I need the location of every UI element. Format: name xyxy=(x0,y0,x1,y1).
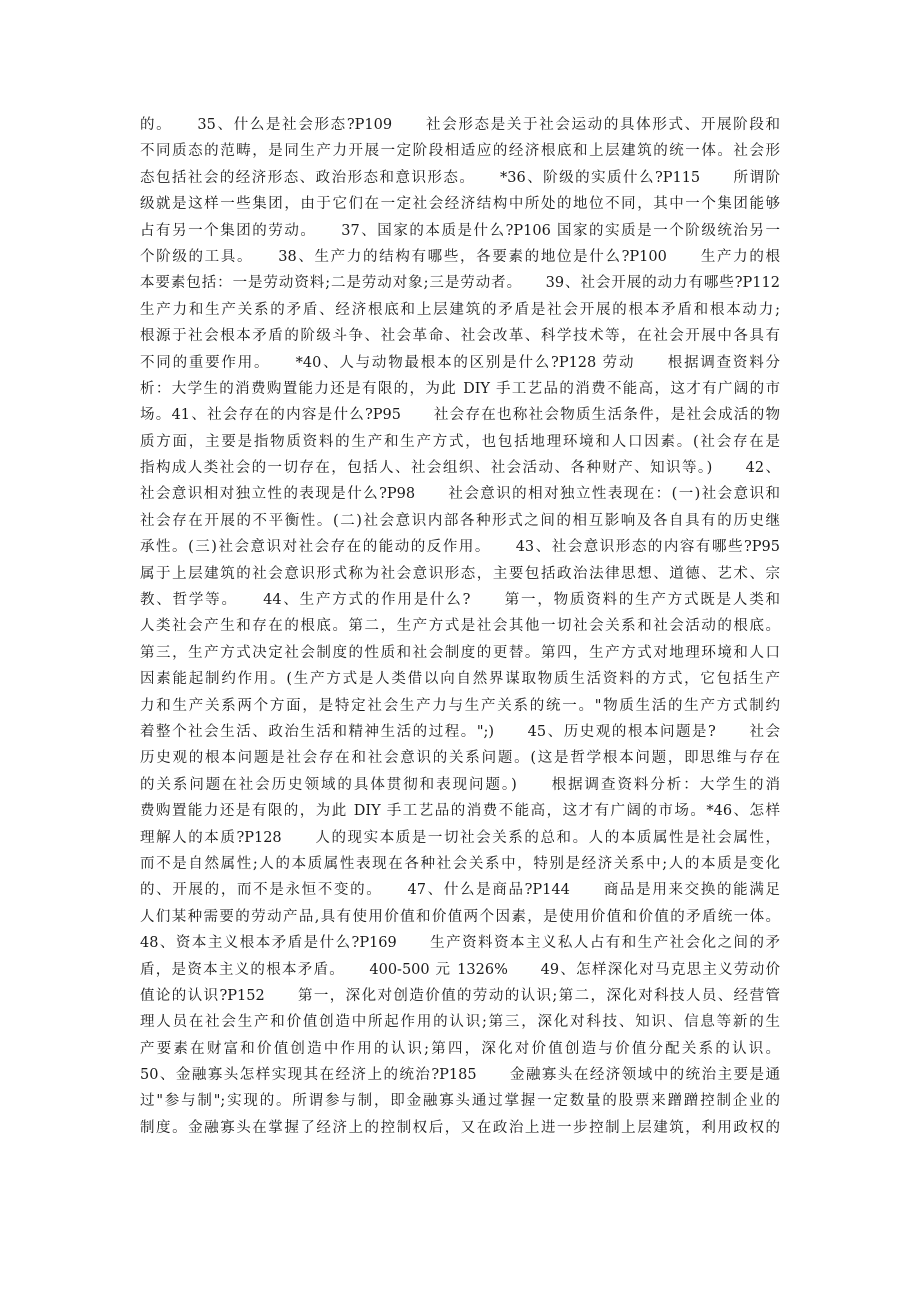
text-line: 人类社会产生和存在的根底。第二，生产方式是社会其他一切社会关系和社会活动的根底。 xyxy=(140,618,780,635)
text-line: 场。41、社会存在的内容是什么?P95 社会存在也称社会物质生活条件，是社会成活的物 xyxy=(140,407,780,424)
text-line: 不同的重要作用。 *40、人与动物最根本的区别是什么?P128 劳动 根据调查资料分 xyxy=(140,354,780,371)
text-line: 人们某种需要的劳动产品,具有使用价值和价值两个因素，是使用价值和价值的矛盾统一体。 xyxy=(140,908,780,925)
text-line: 占有另一个集团的劳动。 37、国家的本质是什么?P106 国家的实质是一个阶级统治另一 xyxy=(140,222,780,239)
text-line: 理解人的本质?P128 人的现实本质是一切社会关系的总和。人的本质属性是社会属性， xyxy=(140,829,780,846)
text-line: 根源于社会根本矛盾的阶级斗争、社会革命、社会改革、科学技术等，在社会开展中各具有 xyxy=(140,328,780,345)
text-line: 第三，生产方式决定社会制度的性质和社会制度的更替。第四，生产方式对地理环境和人口 xyxy=(140,644,780,661)
text-line: 48、资本主义根本矛盾是什么?P169 生产资料资本主义私人占有和生产社会化之间的矛 xyxy=(140,935,780,952)
text-line: 承性。(三)社会意识对社会存在的能动的反作用。 43、社会意识形态的内容有哪些?P95 xyxy=(140,539,780,556)
text-line: 个阶级的工具。 38、生产力的结构有哪些，各要素的地位是什么?P100 生产力的根 xyxy=(140,248,780,265)
text-line: 质方面，主要是指物质资料的生产和生产方式，也包括地理环境和人口因素。(社会存在是 xyxy=(140,433,780,450)
text-line: 不同质态的范畴，是同生产力开展一定阶段相适应的经济根底和上层建筑的统一体。社会形 xyxy=(140,143,780,160)
text-line: 的关系问题在社会历史领域的具体贯彻和表现问题。) 根据调查资料分析：大学生的消 xyxy=(140,776,780,793)
text-line: 制度。金融寡头在掌握了经济上的控制权后，又在政治上进一步控制上层建筑，利用政权的 xyxy=(140,1119,780,1136)
text-line: 力和生产关系两个方面，是特定社会生产力与生产关系的统一。"物质生活的生产方式制约 xyxy=(140,697,780,714)
text-line: 的、开展的，而不是永恒不变的。 47、什么是商品?P144 商品是用来交换的能满足 xyxy=(140,882,780,899)
text-line: 态包括社会的经济形态、政治形态和意识形态。 *36、阶级的实质什么?P115 所谓阶 xyxy=(140,169,780,186)
text-line: 级就是这样一些集团，由于它们在一定社会经济结构中所处的地位不同，其中一个集团能够 xyxy=(140,196,780,213)
text-line: 因素能起制约作用。(生产方式是人类借以向自然界谋取物质生活资料的方式，它包括生产 xyxy=(140,671,780,688)
text-line: 本要素包括：一是劳动资料;二是劳动对象;三是劳动者。 39、社会开展的动力有哪些?P112 xyxy=(140,275,780,292)
text-line: 理人员在社会生产和价值创造中所起作用的认识;第三，深化对科技、知识、信息等新的生 xyxy=(140,1014,780,1031)
text-line: 而不是自然属性;人的本质属性表现在各种社会关系中，特别是经济关系中;人的本质是变化 xyxy=(140,855,780,872)
text-line: 着整个社会生活、政治生活和精神生活的过程。";) 45、历史观的根本问题是? 社会 xyxy=(140,723,780,740)
text-line: 指构成人类社会的一切存在，包括人、社会组织、社会活动、各种财产、知识等。) 42、 xyxy=(140,460,780,477)
text-line: 历史观的根本问题是社会存在和社会意识的关系问题。(这是哲学根本问题，即思维与存在 xyxy=(140,750,780,767)
text-line: 过"参与制";实现的。所谓参与制，即金融寡头通过掌握一定数量的股票来蹭蹭控制企业的 xyxy=(140,1093,780,1110)
text-line: 社会存在开展的不平衡性。(二)社会意识内部各种形式之间的相互影响及各自具有的历史继 xyxy=(140,512,780,529)
text-line: 生产力和生产关系的矛盾、经济根底和上层建筑的矛盾是社会开展的根本矛盾和根本动力; xyxy=(140,301,780,318)
text-line: 析：大学生的消费购置能力还是有限的，为此 DIY 手工艺品的消费不能高，这才有广阔的市 xyxy=(140,380,780,397)
text-line: 盾，是资本主义的根本矛盾。 400-500 元 1326% 49、怎样深化对马克思主义劳动价 xyxy=(140,961,780,978)
document-body xyxy=(140,112,780,1141)
text-line: 属于上层建筑的社会意识形式称为社会意识形态，主要包括政治法律思想、道德、艺术、宗 xyxy=(140,565,780,582)
text-line: 教、哲学等。 44、生产方式的作用是什么? 第一，物质资料的生产方式既是人类和 xyxy=(140,592,780,609)
text-line: 50、金融寡头怎样实现其在经济上的统治?P185 金融寡头在经济领域中的统治主要是通 xyxy=(140,1067,780,1084)
text-line: 社会意识相对独立性的表现是什么?P98 社会意识的相对独立性表现在：(一)社会意识和 xyxy=(140,486,780,503)
text-line: 费购置能力还是有限的，为此 DIY 手工艺品的消费不能高，这才有广阔的市场。*46、怎样 xyxy=(140,803,780,820)
text-line: 的。 35、什么是社会形态?P109 社会形态是关于社会运动的具体形式、开展阶段和 xyxy=(140,117,780,133)
text-line: 产要素在财富和价值创造中作用的认识;第四，深化对价值创造与价值分配关系的认识。 xyxy=(140,1040,780,1057)
text-line: 值论的认识?P152 第一，深化对创造价值的劳动的认识;第二，深化对科技人员、经营管 xyxy=(140,987,780,1004)
